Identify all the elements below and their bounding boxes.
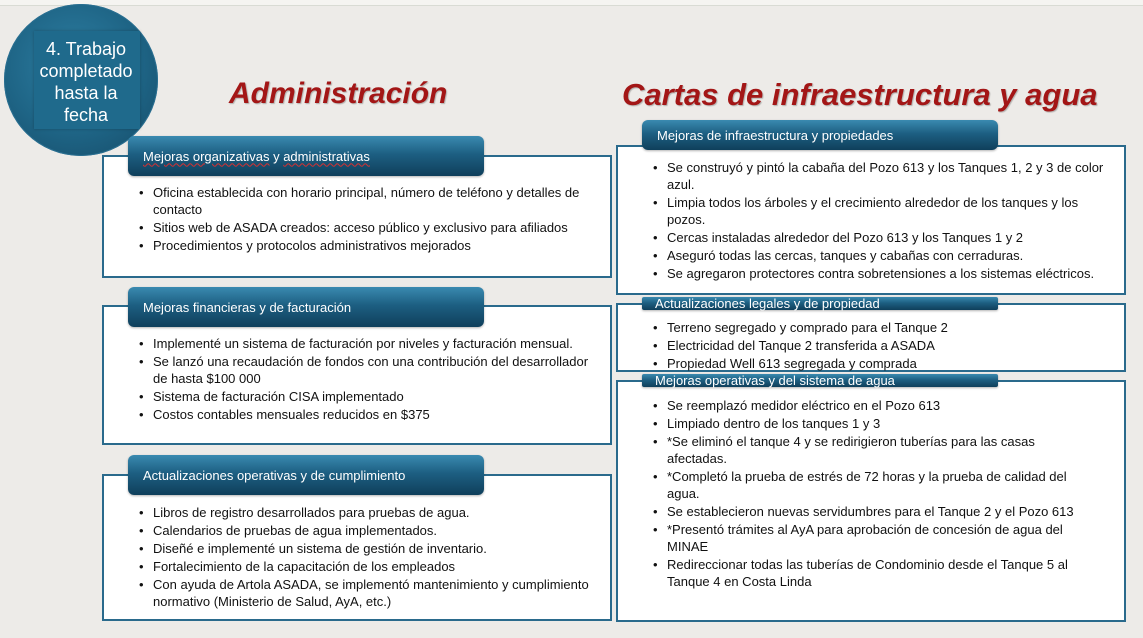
list-item: • Con ayuda de Artola ASADA, se implementó mantenimiento y cumplimiento normativo (Ministerio de Salud, AyA, etc.) [139,576,599,610]
list-item: • Implementé un sistema de facturación por niveles y facturación mensual. [139,335,599,352]
water-system-list [653,397,1093,591]
heading-administracion: Administración [229,77,448,110]
list-item: • Redireccionar todas las tuberías de Condominio desde el Tanque 5 al Tanque 4 en Costa Linda [653,556,1093,590]
org-title-part-b: y [269,148,284,164]
operational-compliance-list [139,504,599,611]
legal-property-list [653,319,1115,373]
list-item: • Limpia todos los árboles y el crecimiento alrededor de los tanques y los pozos. [653,194,1115,228]
infrastructure-title: Mejoras de infraestructura y propiedades [642,120,998,150]
list-item: • Fortalecimiento de la capacitación de los empleados [139,558,599,575]
list-item: • Sistema de facturación CISA implementado [139,388,599,405]
list-item: • Diseñé e implementé un sistema de gestión de inventario. [139,540,599,557]
operational-compliance-title: Actualizaciones operativas y de cumplimiento [128,455,484,495]
slide-top-edge [0,0,1143,6]
list-item: • Se agregaron protectores contra sobretensiones a los sistemas eléctricos. [653,265,1115,282]
section-badge [4,4,158,156]
financial-improvements-title: Mejoras financieras y de facturación [128,287,484,327]
water-system-title: Mejoras operativas y del sistema de agua [642,374,998,387]
org-title-part-c: administrativas [283,148,370,164]
list-item: • Se reemplazó medidor eléctrico en el Pozo 613 [653,397,1093,414]
org-improvements-title [128,136,484,176]
list-item: • Se establecieron nuevas servidumbres para el Tanque 2 y el Pozo 613 [653,503,1093,520]
list-item: • Cercas instaladas alrededor del Pozo 613 y los Tanques 1 y 2 [653,229,1115,246]
financial-improvements-list [139,335,599,424]
org-improvements-list [139,184,599,255]
list-item: • Procedimientos y protocolos administrativos mejorados [139,237,599,254]
list-item: • *Presentó trámites al AyA para aprobación de concesión de agua del MINAE [653,521,1093,555]
heading-cartas-infraestructura: Cartas de infraestructura y agua [622,77,1098,112]
list-item: • Se construyó y pintó la cabaña del Pozo 613 y los Tanques 1, 2 y 3 de color azul. [653,159,1115,193]
list-item: • Libros de registro desarrollados para pruebas de agua. [139,504,599,521]
list-item: • *Se eliminó el tanque 4 y se redirigieron tuberías para las casas afectadas. [653,433,1093,467]
list-item: • Electricidad del Tanque 2 transferida a ASADA [653,337,1115,354]
org-title-part-a: Mejoras organizativas [143,148,270,164]
list-item: • Limpiado dentro de los tanques 1 y 3 [653,415,1093,432]
legal-property-title: Actualizaciones legales y de propiedad [642,297,998,310]
list-item: • *Completó la prueba de estrés de 72 horas y la prueba de calidad del agua. [653,468,1093,502]
list-item: • Terreno segregado y comprado para el Tanque 2 [653,319,1115,336]
infrastructure-list [653,159,1115,293]
badge-text: 4. Trabajo completado hasta la fecha [39,39,133,125]
list-item: • Propiedad Well 613 segregada y comprada [653,355,1115,372]
list-item: • Aseguró todas las cercas, tanques y cabañas con cerraduras. [653,247,1115,264]
list-item: • Costos contables mensuales reducidos en $375 [139,406,599,423]
list-item: • Se lanzó una recaudación de fondos con una contribución del desarrollador de hasta $100 000 [139,353,599,387]
list-item: • Oficina establecida con horario principal, número de teléfono y detalles de contacto [139,184,599,218]
list-item: • Sitios web de ASADA creados: acceso público y exclusivo para afiliados [139,219,599,236]
list-item: • Calendarios de pruebas de agua implementados. [139,522,599,539]
